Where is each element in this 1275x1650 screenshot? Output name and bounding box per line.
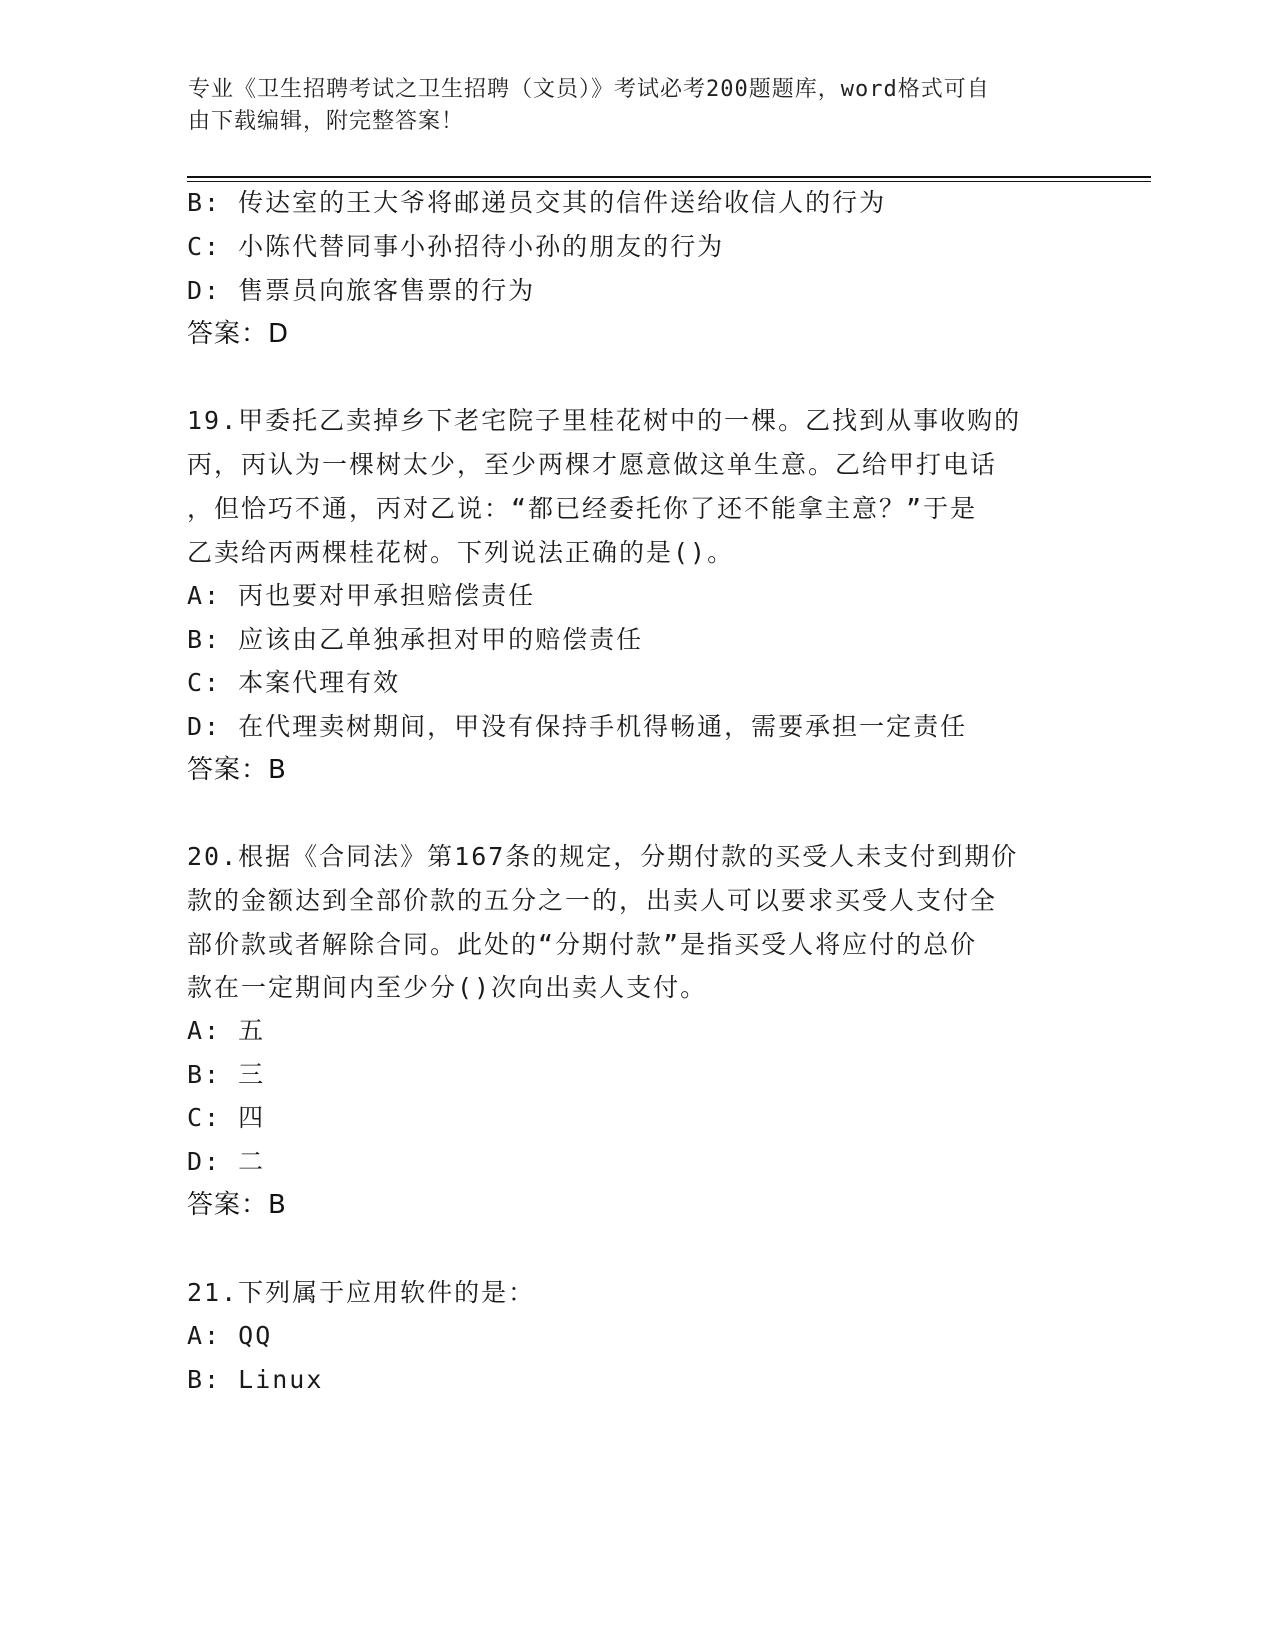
q21-stem-line-1: 21.下列属于应用软件的是：: [187, 1278, 536, 1307]
header-divider-thick: [187, 176, 1151, 178]
q19-option-c: C: 本案代理有效: [187, 668, 401, 697]
q19-option-b: B: 应该由乙单独承担对甲的赔偿责任: [187, 625, 644, 654]
q20-option-d: D: 二: [187, 1147, 266, 1176]
q20-answer: 答案：B: [187, 1190, 287, 1220]
q20-stem-line-2: 款的金额达到全部价款的五分之一的，出卖人可以要求买受人支付全: [187, 886, 998, 915]
q19-answer: 答案：B: [187, 755, 287, 785]
q18-option-b: B: 传达室的王大爷将邮递员交其的信件送给收信人的行为: [187, 188, 887, 217]
q18-answer: 答案：D: [187, 319, 290, 349]
q20-stem-line-4: 款在一定期间内至少分()次向出卖人支付。: [187, 973, 708, 1002]
q20-stem-line-1: 20.根据《合同法》第167条的规定，分期付款的买受人未支付到期价: [187, 842, 1019, 871]
document-header: [188, 74, 1068, 138]
q20-option-a: A: 五: [187, 1016, 266, 1045]
q20-option-b: B: 三: [187, 1060, 266, 1089]
q20-option-c: C: 四: [187, 1103, 266, 1132]
q19-stem-line-4: 乙卖给丙两棵桂花树。下列说法正确的是()。: [187, 538, 735, 567]
q21-option-a: A: QQ: [187, 1321, 273, 1350]
q19-stem-line-1: 19.甲委托乙卖掉乡下老宅院子里桂花树中的一棵。乙找到从事收购的: [187, 406, 1022, 435]
header-title-line-1: 专业《卫生招聘考试之卫生招聘（文员）》考试必考200题题库，word格式可自: [188, 77, 990, 102]
q20-stem-line-3: 部价款或者解除合同。此处的“分期付款”是指买受人将应付的总价: [187, 930, 978, 959]
q18-option-c: C: 小陈代替同事小孙招待小孙的朋友的行为: [187, 232, 725, 261]
q18-option-d: D: 售票员向旅客售票的行为: [187, 276, 536, 305]
header-title-line-2: 由下载编辑，附完整答案！: [188, 109, 465, 134]
q19-stem-line-3: ，但恰巧不通，丙对乙说：“都已经委托你了还不能拿主意？”于是: [187, 494, 978, 523]
q19-option-d: D: 在代理卖树期间，甲没有保持手机得畅通，需要承担一定责任: [187, 712, 968, 741]
header-divider-thin: [187, 181, 1151, 182]
q21-option-b: B: Linux: [187, 1365, 324, 1394]
q19-option-a: A: 丙也要对甲承担赔偿责任: [187, 581, 536, 610]
q19-stem-line-2: 丙，丙认为一棵树太少，至少两棵才愿意做这单生意。乙给甲打电话: [187, 450, 998, 479]
